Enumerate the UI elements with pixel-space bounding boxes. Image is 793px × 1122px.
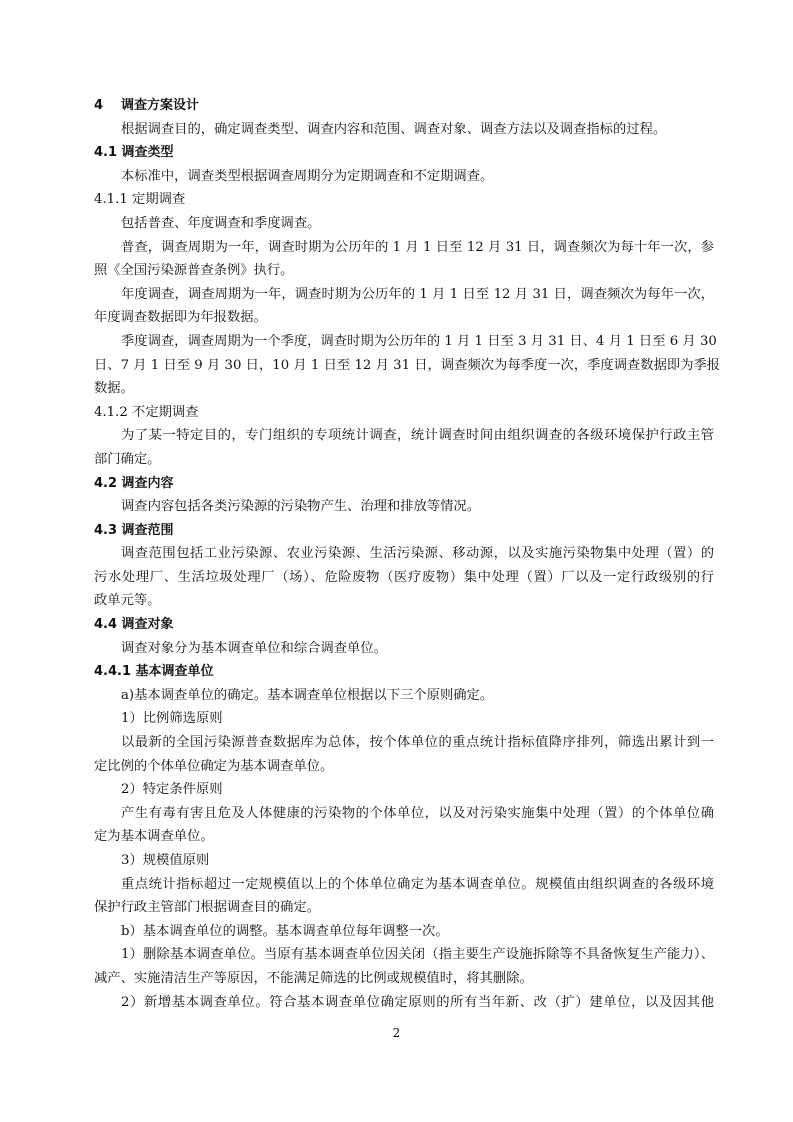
- paragraph-line: 定为基本调查单位。: [94, 829, 214, 845]
- rule-title: 3）规模值原则: [121, 853, 210, 868]
- paragraph: 包括普查、年度调查和季度调查。: [121, 215, 321, 231]
- paragraph-line: 季度调查，调查周期为一个季度，调查时期为公历年的 1 月 1 日至 3 月 31 日、4 月 1 日至 6 月 30: [121, 333, 717, 349]
- section-title: 调查方案设计: [121, 98, 200, 113]
- paragraph-line: 污水处理厂、生活垃圾处理厂（场）、危险废物（医疗废物）集中处理（置）厂以及一定行政级别的行: [94, 569, 714, 585]
- section-heading-4-1-1: 4.1.1 定期调查: [94, 192, 186, 208]
- paragraph-line: 为了某一特定目的，专门组织的专项统计调查，统计调查时间由组织调查的各级环境保护行政主管: [121, 428, 714, 444]
- paragraph-line: 部门确定。: [94, 451, 161, 467]
- paragraph-line: 普查，调查周期为一年，调查时期为公历年的 1 月 1 日至 12 月 31 日，调查频次为每十年一次，参: [121, 239, 714, 255]
- paragraph-line: 照《全国污染源普查条例》执行。: [94, 263, 294, 279]
- section-number: 4: [94, 98, 104, 113]
- page-number: 2: [392, 1026, 401, 1040]
- section-heading-4-2: 4.2 调查内容: [94, 475, 174, 491]
- paragraph-line: 政单元等。: [94, 593, 161, 609]
- paragraph-line: 1）删除基本调查单位。当原有基本调查单位因关闭（指主要生产设施拆除等不具备恢复生产能力）、: [121, 947, 714, 963]
- paragraph-line: 保护行政主管部门根据调查目的确定。: [94, 900, 321, 916]
- paragraph: 调查内容包括各类污染源的污染物产生、治理和排放等情况。: [121, 499, 481, 515]
- paragraph-line: 产生有毒有害且危及人体健康的污染物的个体单位，以及对污染实施集中处理（置）的个体单位确: [121, 805, 714, 821]
- list-item-b: b）基本调查单位的调整。基本调查单位每年调整一次。: [121, 923, 449, 939]
- section-heading-4: [94, 94, 714, 118]
- paragraph: 调查对象分为基本调查单位和综合调查单位。: [121, 640, 387, 656]
- paragraph: 根据调查目的，确定调查类型、调查内容和范围、调查对象、调查方法以及调查指标的过程。: [121, 121, 667, 137]
- paragraph-line: 减产、实施清洁生产等原因，不能满足筛选的比例或规模值时，将其删除。: [94, 970, 533, 986]
- section-heading-4-3: 4.3 调查范围: [94, 522, 174, 538]
- rule-title: 2）特定条件原则: [121, 782, 223, 798]
- paragraph: 本标准中，调查类型根据调查周期分为定期调查和不定期调查。: [121, 168, 494, 184]
- list-item-a: a)基本调查单位的确定。基本调查单位根据以下三个原则确定。: [121, 687, 494, 703]
- paragraph-line: 重点统计指标超过一定规模值以上的个体单位确定为基本调查单位。规模值由组织调查的各级环境: [121, 876, 714, 892]
- paragraph-line: 以最新的全国污染源普查数据库为总体，按个体单位的重点统计指标值降序排列，筛选出累计到一: [121, 735, 714, 751]
- section-heading-4-1-2: 4.1.2 不定期调查: [94, 404, 199, 420]
- document-body: [94, 94, 721, 1014]
- paragraph-line: 调查范围包括工业污染源、农业污染源、生活污染源、移动源，以及实施污染物集中处理（置）的: [121, 546, 714, 562]
- section-heading-4-1: 4.1 调查类型: [94, 145, 174, 161]
- section-heading-4-4: 4.4 调查对象: [94, 617, 174, 633]
- paragraph-line: 年度调查数据即为年报数据。: [94, 310, 267, 326]
- paragraph-line: 定比例的个体单位确定为基本调查单位。: [94, 758, 334, 774]
- paragraph-line: 日、7 月 1 日至 9 月 30 日，10 月 1 日至 12 月 31 日，调查频次为每季度一次，季度调查数据即为季报: [94, 357, 721, 373]
- rule-title: 1）比例筛选原则: [121, 711, 223, 727]
- section-heading-4-4-1: 4.4.1 基本调查单位: [94, 664, 214, 680]
- paragraph-line: 2）新增基本调查单位。符合基本调查单位确定原则的所有当年新、改（扩）建单位，以及因其他: [121, 994, 714, 1010]
- paragraph-line: 年度调查，调查周期为一年，调查时期为公历年的 1 月 1 日至 12 月 31 日，调查频次为每年一次，: [121, 286, 714, 302]
- paragraph-line: 数据。: [94, 381, 134, 397]
